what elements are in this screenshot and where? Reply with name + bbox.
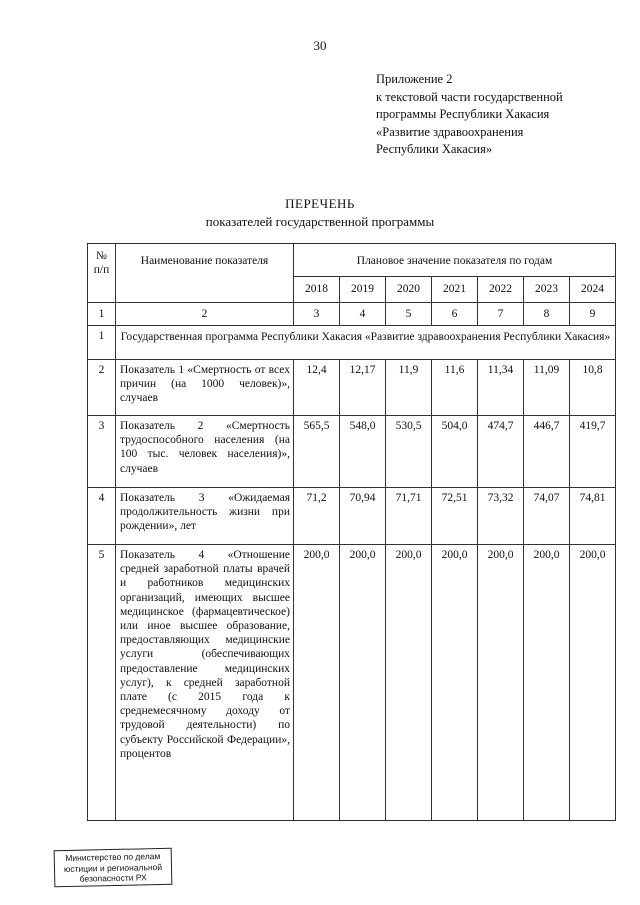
index-cell: 3 <box>294 303 340 326</box>
index-cell: 9 <box>570 303 616 326</box>
appendix-line: к текстовой части государственной <box>376 89 563 104</box>
program-name: Государственная программа Республики Хакасия «Развитие здравоохранения Республики Хакасия» <box>116 326 616 360</box>
index-cell: 7 <box>478 303 524 326</box>
header-num: № п/п <box>88 244 116 303</box>
value-cell: 200,0 <box>432 545 478 821</box>
year-cell: 2021 <box>432 277 478 303</box>
value-cell: 446,7 <box>524 416 570 488</box>
value-cell: 71,71 <box>386 488 432 545</box>
index-cell: 6 <box>432 303 478 326</box>
value-cell: 200,0 <box>524 545 570 821</box>
value-cell: 12,17 <box>340 360 386 416</box>
value-cell: 11,6 <box>432 360 478 416</box>
table-row <box>88 360 616 416</box>
index-cell: 2 <box>116 303 294 326</box>
value-cell: 70,94 <box>340 488 386 545</box>
year-cell: 2020 <box>386 277 432 303</box>
year-cell: 2019 <box>340 277 386 303</box>
index-cell: 8 <box>524 303 570 326</box>
table-row-program <box>88 326 616 360</box>
row-number: 5 <box>88 545 116 821</box>
value-cell: 200,0 <box>294 545 340 821</box>
table-index-row <box>88 303 616 326</box>
value-cell: 565,5 <box>294 416 340 488</box>
value-cell: 74,81 <box>570 488 616 545</box>
page-number: 30 <box>313 38 327 53</box>
value-cell: 200,0 <box>340 545 386 821</box>
stamp-line: юстиции и региональной <box>63 861 163 874</box>
table-row <box>88 488 616 545</box>
value-cell: 504,0 <box>432 416 478 488</box>
row-number: 2 <box>88 360 116 416</box>
header-plan: Плановое значение показателя по годам <box>294 244 616 277</box>
value-cell: 11,34 <box>478 360 524 416</box>
row-number: 1 <box>88 326 116 360</box>
value-cell: 74,07 <box>524 488 570 545</box>
table-header-row <box>88 244 616 277</box>
index-cell: 1 <box>88 303 116 326</box>
index-cell: 4 <box>340 303 386 326</box>
index-cell: 5 <box>386 303 432 326</box>
indicator-name: Показатель 3 «Ожидаемая продолжительность жизни при рождении», лет <box>116 488 294 545</box>
value-cell: 11,09 <box>524 360 570 416</box>
stamp-line: Министерство по делам <box>65 851 161 863</box>
year-cell: 2018 <box>294 277 340 303</box>
indicators-table <box>87 243 616 821</box>
stamp-line: безопасности РХ <box>79 872 147 884</box>
header-name: Наименование показателя <box>116 244 294 303</box>
value-cell: 72,51 <box>432 488 478 545</box>
appendix-line: «Развитие здравоохранения <box>376 124 524 139</box>
value-cell: 11,9 <box>386 360 432 416</box>
year-cell: 2022 <box>478 277 524 303</box>
appendix-line: Республики Хакасия» <box>376 142 493 156</box>
document-subtitle: показателей государственной программы <box>205 214 435 229</box>
value-cell: 548,0 <box>340 416 386 488</box>
value-cell: 474,7 <box>478 416 524 488</box>
document-title: ПЕРЕЧЕНЬ <box>285 196 355 211</box>
year-cell: 2023 <box>524 277 570 303</box>
value-cell: 200,0 <box>478 545 524 821</box>
value-cell: 200,0 <box>386 545 432 821</box>
value-cell: 419,7 <box>570 416 616 488</box>
table-row <box>88 545 616 821</box>
row-number: 4 <box>88 488 116 545</box>
appendix-line: Приложение 2 <box>376 72 453 86</box>
year-cell: 2024 <box>570 277 616 303</box>
value-cell: 10,8 <box>570 360 616 416</box>
appendix-header <box>376 71 563 159</box>
value-cell: 12,4 <box>294 360 340 416</box>
table-row <box>88 416 616 488</box>
row-number: 3 <box>88 416 116 488</box>
value-cell: 73,32 <box>478 488 524 545</box>
indicator-name: Показатель 2 «Смертность трудоспособного населения (на 100 тыс. человек населения)», случаев <box>116 416 294 488</box>
appendix-line: программы Республики Хакасия <box>376 107 550 121</box>
indicator-name: Показатель 4 «Отношение средней заработной платы врачей и работников медицинских организаций, имеющих высшее медицинское (фармацевтическое) или иное высшее образование, предоставляющих медицинские услуги (обеспечивающих предоставление медицинских услуг), к средней заработной плате (с 2015 года к среднемесячному доходу от трудовой деятельности) по субъекту Российской Федерации», процентов <box>116 545 294 821</box>
indicator-name: Показатель 1 «Смертность от всех причин (на 1000 человек)», случаев <box>116 360 294 416</box>
value-cell: 71,2 <box>294 488 340 545</box>
value-cell: 200,0 <box>570 545 616 821</box>
ministry-stamp <box>54 848 173 887</box>
value-cell: 530,5 <box>386 416 432 488</box>
